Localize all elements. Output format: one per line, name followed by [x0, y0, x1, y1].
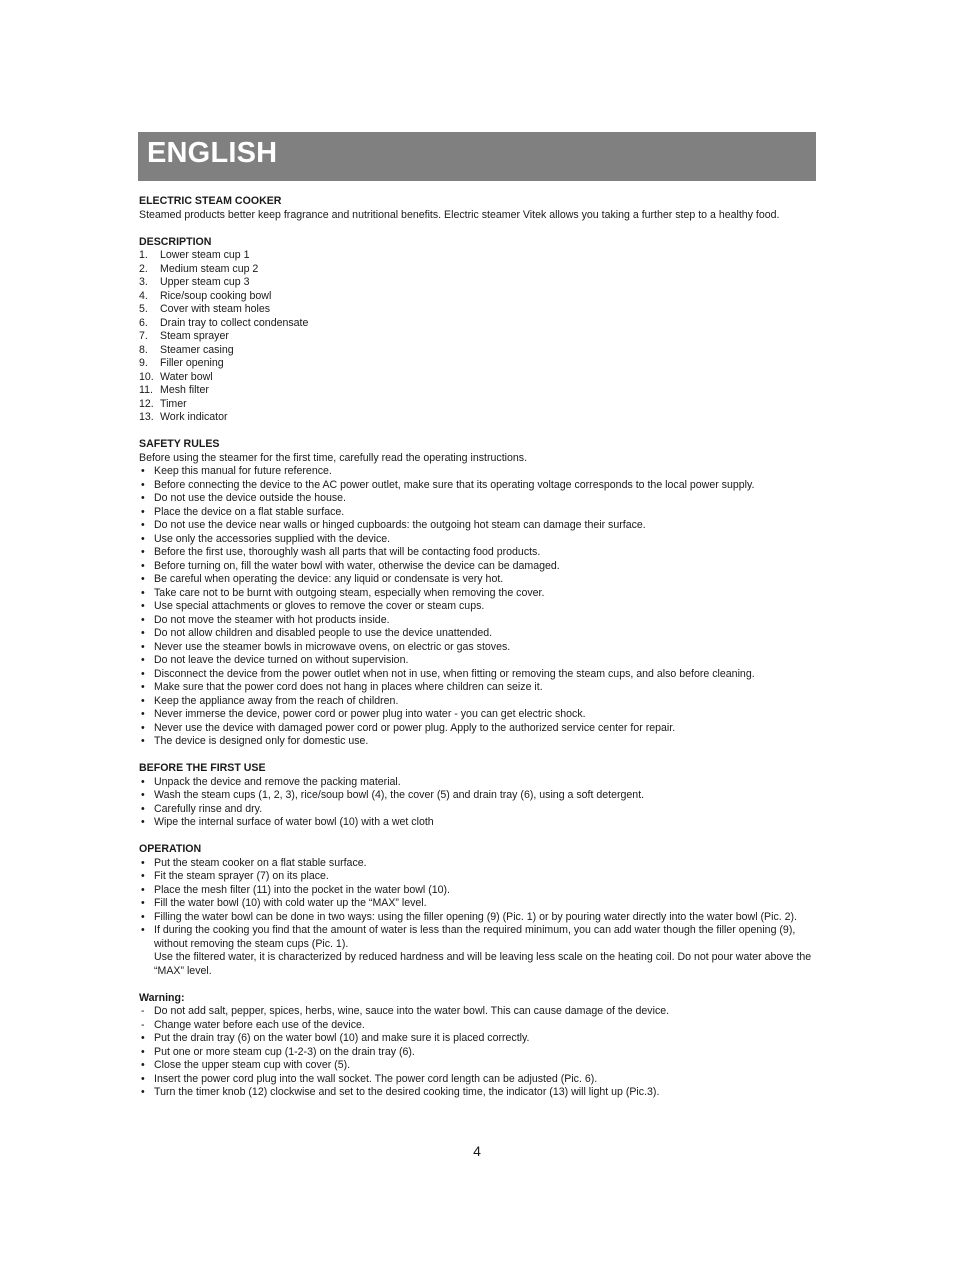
- page-number: 4: [473, 1143, 481, 1159]
- list-item-text: Close the upper steam cup with cover (5).: [154, 1059, 351, 1071]
- intro-heading: ELECTRIC STEAM COOKER: [139, 195, 282, 207]
- bullet-icon: •: [141, 573, 145, 585]
- list-item-marker: -: [141, 1005, 145, 1017]
- list-item-text: Disconnect the device from the power outlet when not in use, when fitting or removing the steam cups, and also before cleaning.: [154, 667, 755, 680]
- bullet-icon: •: [141, 924, 145, 936]
- list-item: [139, 735, 816, 749]
- list-item: [139, 546, 816, 560]
- list-item: [139, 681, 816, 695]
- list-item-text: The device is designed only for domestic use.: [154, 735, 369, 747]
- list-item: [139, 1005, 816, 1019]
- list-item: [139, 506, 816, 520]
- list-item-text: Before the first use, thoroughly wash all parts that will be contacting food products.: [154, 546, 541, 558]
- bullet-icon: •: [141, 897, 145, 909]
- list-item-number: 11.: [139, 384, 153, 396]
- list-item: [139, 911, 816, 925]
- bullet-icon: •: [141, 910, 145, 923]
- list-item-text: Do not add salt, pepper, spices, herbs, wine, sauce into the water bowl. This can cause damage of the device.: [154, 1005, 670, 1017]
- list-item-marker: •: [141, 1032, 145, 1044]
- list-item-number: 5.: [139, 303, 148, 315]
- list-item-text: Rice/soup cooking bowl: [160, 289, 272, 302]
- list-item: [139, 803, 816, 817]
- list-item-text: Use only the accessories supplied with the device.: [154, 532, 391, 545]
- list-item-number: 7.: [139, 330, 148, 342]
- list-item: [139, 722, 816, 736]
- list-item: [139, 668, 816, 682]
- list-item-text: Wash the steam cups (1, 2, 3), rice/soup bowl (4), the cover (5) and drain tray (6), using a soft detergent.: [154, 789, 645, 801]
- list-item-text: Work indicator: [160, 411, 228, 423]
- bullet-icon: •: [141, 856, 145, 869]
- list-item-text: Place the device on a flat stable surface.: [154, 505, 345, 518]
- list-item-text: Do not move the steamer with hot products inside.: [154, 613, 390, 626]
- list-item-marker: •: [141, 1072, 145, 1085]
- list-item-text: Unpack the device and remove the packing material.: [154, 775, 401, 788]
- list-item-text: Keep this manual for future reference.: [154, 465, 332, 477]
- manual-content: [139, 195, 816, 1113]
- list-item: [139, 290, 816, 304]
- list-item: [139, 695, 816, 709]
- list-item: [139, 317, 816, 331]
- list-item-text: Filler opening: [160, 357, 224, 369]
- list-item: [139, 1032, 816, 1046]
- list-item: [139, 276, 816, 290]
- bullet-icon: •: [141, 775, 145, 788]
- language-banner: [138, 132, 816, 181]
- list-item: [139, 587, 816, 601]
- list-item-text: Put one or more steam cup (1-2-3) on the drain tray (6).: [154, 1045, 415, 1058]
- safety-section: [139, 438, 816, 749]
- description-section: [139, 236, 816, 425]
- list-item: [139, 600, 816, 614]
- list-item-text: Carefully rinse and dry.: [154, 802, 263, 815]
- list-item: [139, 897, 816, 911]
- list-item-marker: -: [141, 1018, 145, 1031]
- list-item: [139, 249, 816, 263]
- list-item-text: Cover with steam holes: [160, 303, 271, 315]
- list-item-text: Never immerse the device, power cord or power plug into water - you can get electric shock.: [154, 708, 586, 720]
- list-item: [139, 924, 816, 951]
- description-list: [139, 249, 816, 425]
- list-item-text: Lower steam cup 1: [160, 249, 250, 261]
- list-item-text: Insert the power cord plug into the wall socket. The power cord length can be adjusted (Pic. 6).: [154, 1072, 598, 1085]
- list-item-text: Fill the water bowl (10) with cold water up the “MAX” level.: [154, 897, 427, 909]
- list-item: [139, 357, 816, 371]
- list-item-text: Medium steam cup 2: [160, 262, 259, 275]
- list-item-marker: •: [141, 1045, 145, 1058]
- list-item-text: Timer: [160, 397, 187, 410]
- list-item-text: Put the steam cooker on a flat stable surface.: [154, 856, 367, 869]
- list-item: [139, 492, 816, 506]
- list-item: [139, 1059, 816, 1073]
- list-item-marker: •: [141, 1086, 145, 1098]
- bullet-icon: •: [141, 735, 145, 747]
- list-item: [139, 1019, 816, 1033]
- list-item-text: Filling the water bowl can be done in two ways: using the filler opening (9) (Pic. 1) or by pouring water directly into the water bowl (Pic. 2).: [154, 910, 797, 923]
- list-item: [139, 533, 816, 547]
- list-item-number: 10.: [139, 370, 154, 383]
- list-item-number: 8.: [139, 343, 148, 356]
- bullet-icon: •: [141, 600, 145, 612]
- bullet-icon: •: [141, 627, 145, 639]
- list-item-text: Steamer casing: [160, 343, 234, 356]
- list-item-text: Place the mesh filter (11) into the pocket in the water bowl (10).: [154, 883, 450, 896]
- list-item-number: 6.: [139, 316, 148, 329]
- list-item: [139, 614, 816, 628]
- list-item: [139, 884, 816, 898]
- warning-section: [139, 992, 816, 1100]
- list-item: [139, 816, 816, 830]
- list-item-text: Be careful when operating the device: any liquid or condensate is very hot.: [154, 573, 504, 585]
- bullet-icon: •: [141, 681, 145, 693]
- bullet-icon: •: [141, 559, 145, 572]
- list-item-text: Do not leave the device turned on without supervision.: [154, 654, 409, 666]
- safety-heading: SAFETY RULES: [139, 438, 220, 450]
- list-item-text: Never use the steamer bowls in microwave ovens, on electric or gas stoves.: [154, 640, 511, 653]
- bullet-icon: •: [141, 721, 145, 734]
- list-item-marker: •: [141, 1059, 145, 1071]
- bullet-icon: •: [141, 519, 145, 531]
- bullet-icon: •: [141, 654, 145, 666]
- bullet-icon: •: [141, 478, 145, 491]
- list-item-number: 3.: [139, 276, 148, 288]
- list-item: [139, 384, 816, 398]
- list-item: [139, 1073, 816, 1087]
- list-item-text: Do not use the device outside the house.: [154, 492, 346, 504]
- bullet-icon: •: [141, 667, 145, 680]
- list-item: [139, 411, 816, 425]
- bullet-icon: •: [141, 816, 145, 828]
- list-item: [139, 263, 816, 277]
- list-item-text: Mesh filter: [160, 384, 209, 396]
- bullet-icon: •: [141, 546, 145, 558]
- list-item-text: Change water before each use of the device.: [154, 1018, 365, 1031]
- list-item: [139, 344, 816, 358]
- list-item-text: Keep the appliance away from the reach of children.: [154, 694, 399, 707]
- bullet-icon: •: [141, 870, 145, 882]
- list-item-text: Put the drain tray (6) on the water bowl (10) and make sure it is placed correctly.: [154, 1032, 530, 1044]
- list-item-text: Use special attachments or gloves to remove the cover or steam cups.: [154, 600, 485, 612]
- list-item: [139, 479, 816, 493]
- list-item-text: Take care not to be burnt with outgoing steam, especially when removing the cover.: [154, 586, 545, 599]
- list-item: [139, 398, 816, 412]
- language-title: ENGLISH: [147, 137, 278, 169]
- bullet-icon: •: [141, 640, 145, 653]
- safety-list: [139, 465, 816, 749]
- list-item-text: Upper steam cup 3: [160, 276, 250, 288]
- list-item-text: Do not allow children and disabled people to use the device unattended.: [154, 627, 493, 639]
- operation-list: [139, 857, 816, 952]
- list-item-number: 12.: [139, 397, 154, 410]
- list-item-number: 9.: [139, 357, 148, 369]
- list-item: [139, 560, 816, 574]
- list-item: [139, 857, 816, 871]
- warning-list: [139, 1005, 816, 1100]
- list-item-number: 13.: [139, 411, 154, 423]
- list-item: [139, 519, 816, 533]
- bullet-icon: •: [141, 613, 145, 626]
- list-item: [139, 776, 816, 790]
- intro-section: [139, 195, 816, 222]
- bullet-icon: •: [141, 708, 145, 720]
- list-item: [139, 654, 816, 668]
- list-item: [139, 573, 816, 587]
- list-item: [139, 303, 816, 317]
- list-item: [139, 1086, 816, 1100]
- operation-note: Use the filtered water, it is characterized by reduced hardness and will be leaving less scale on the heating coil. Do not pour water above the “MAX” level.: [154, 951, 812, 977]
- list-item-text: Steam sprayer: [160, 330, 229, 342]
- list-item-text: Before turning on, fill the water bowl with water, otherwise the device can be damaged.: [154, 559, 560, 572]
- list-item: [139, 870, 816, 884]
- list-item: [139, 371, 816, 385]
- list-item-text: Wipe the internal surface of water bowl (10) with a wet cloth: [154, 816, 434, 828]
- list-item: [139, 627, 816, 641]
- before-first-use-section: [139, 762, 816, 830]
- list-item: [139, 1046, 816, 1060]
- intro-text: Steamed products better keep fragrance and nutritional benefits. Electric steamer Vitek allows you taking a further step to a healthy food.: [139, 208, 780, 221]
- bullet-icon: •: [141, 505, 145, 518]
- bullet-icon: •: [141, 465, 145, 477]
- bullet-icon: •: [141, 586, 145, 599]
- list-item-number: 4.: [139, 289, 148, 302]
- operation-section: [139, 843, 816, 978]
- list-item-text: Before connecting the device to the AC power outlet, make sure that its operating voltage corresponds to the local power supply.: [154, 478, 755, 491]
- list-item-text: Never use the device with damaged power cord or power plug. Apply to the authorized service center for repair.: [154, 721, 676, 734]
- list-item-text: Fit the steam sprayer (7) on its place.: [154, 870, 329, 882]
- before-first-use-list: [139, 776, 816, 830]
- bullet-icon: •: [141, 492, 145, 504]
- list-item-number: 2.: [139, 262, 148, 275]
- before-first-use-heading: BEFORE THE FIRST USE: [139, 762, 266, 774]
- bullet-icon: •: [141, 883, 145, 896]
- list-item-text: Drain tray to collect condensate: [160, 316, 309, 329]
- bullet-icon: •: [141, 802, 145, 815]
- bullet-icon: •: [141, 789, 145, 801]
- list-item: [139, 465, 816, 479]
- list-item: [139, 789, 816, 803]
- list-item: [139, 708, 816, 722]
- list-item-text: Water bowl: [160, 370, 213, 383]
- bullet-icon: •: [141, 532, 145, 545]
- list-item-text: Make sure that the power cord does not hang in places where children can seize it.: [154, 681, 543, 693]
- list-item-text: If during the cooking you find that the amount of water is less than the required minimum, you can add water though the filler opening (9), without removing the steam cups (Pic. 1).: [154, 924, 796, 950]
- list-item: [139, 330, 816, 344]
- bullet-icon: •: [141, 694, 145, 707]
- list-item-number: 1.: [139, 249, 148, 261]
- warning-heading: Warning:: [139, 991, 185, 1004]
- operation-heading: OPERATION: [139, 843, 202, 855]
- list-item-text: Turn the timer knob (12) clockwise and set to the desired cooking time, the indicator (13) will light up (Pic.3).: [154, 1086, 660, 1098]
- description-heading: DESCRIPTION: [139, 235, 212, 248]
- list-item-text: Do not use the device near walls or hinged cupboards: the outgoing hot steam can damage their surface.: [154, 519, 646, 531]
- list-item: [139, 641, 816, 655]
- safety-intro: Before using the steamer for the first time, carefully read the operating instructions.: [139, 451, 528, 464]
